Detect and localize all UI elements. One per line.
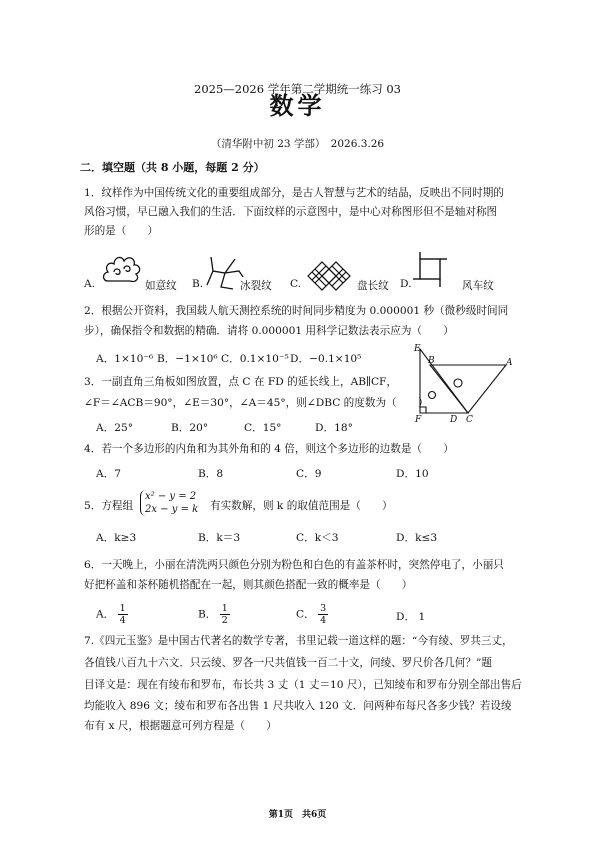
q5-option-b[interactable]: B．k＝3: [198, 532, 241, 544]
q4-option-d[interactable]: D．10: [396, 468, 429, 480]
q6-option-c[interactable]: [296, 603, 328, 626]
section-title: 二．填空题（共 8 小题，每题 2 分）: [80, 161, 265, 174]
q3-label-b: B: [428, 356, 435, 366]
q3-label-f: F: [415, 415, 422, 425]
q2-option-d[interactable]: D．−0.1×10⁵: [290, 353, 362, 365]
q6-option-a-denominator: 4: [119, 615, 126, 626]
q6-option-b-denominator: 2: [221, 615, 228, 626]
q7-line-1: 7.《四元玉鉴》是中国古代著名的数学专著，书里记载一道这样的题：“今有绫、罗共三丈，: [84, 635, 513, 647]
q5-option-c[interactable]: C．k＜3: [296, 532, 339, 544]
q6-option-a[interactable]: [96, 603, 128, 626]
ruyi-pattern-icon: [100, 247, 144, 287]
q6-option-b[interactable]: [198, 603, 230, 626]
q4-line-1: 4．若一个多边形的内角和为其外角和的 4 倍，则这个多边形的边数是（ ）: [84, 443, 454, 455]
q3-label-e: E: [414, 344, 421, 354]
q1-option-a-label: 如意纹: [145, 280, 177, 292]
q3-label-d: D: [450, 415, 458, 425]
q6-option-b-fraction: [220, 603, 230, 626]
q3-option-a[interactable]: A．25°: [96, 422, 134, 434]
q6-option-b-letter: B．: [198, 608, 217, 621]
q7-line-3: 目译文是：现在有绫布和罗布，布长共 3 丈（1 丈＝10 尺），已知绫布和罗布分别全部出售后: [84, 679, 522, 691]
q6-option-c-numerator: 3: [320, 603, 327, 614]
q5-option-a[interactable]: A．k≥3: [96, 532, 137, 544]
q1-option-c-letter[interactable]: C.: [290, 278, 302, 290]
q1-line-3: 形的是（ ）: [84, 225, 159, 237]
q1-option-b-label: 冰裂纹: [240, 280, 272, 292]
q2-line-1: 2．根据公开资料，我国载人航天测控系统的时间同步精度为 0.000001 秒（微秒级时间同: [84, 305, 509, 317]
q6-line-2: 好把杯盖和茶杯随机搭配在一起，则其颜色搭配一致的概率是（ ）: [84, 579, 413, 591]
q4-option-c[interactable]: C．9: [296, 468, 322, 480]
q2-option-b[interactable]: B．−1×10⁶: [157, 353, 218, 365]
q3-triangle-figure: [414, 343, 514, 423]
q1-option-d-letter[interactable]: D.: [400, 278, 412, 290]
q3-line-2: ∠F＝∠ACB＝90°，∠E＝30°，∠A＝45°，则∠DBC 的度数为（ ）: [84, 397, 429, 409]
q1-line-1: 1．纹样作为中国传统文化的重要组成部分，是古人智慧与艺术的结晶，反映出不同时期的: [84, 187, 504, 199]
page-footer: 第1页 共6页: [268, 810, 327, 820]
ice-crack-pattern-icon: [205, 255, 245, 291]
q2-option-a[interactable]: A．1×10⁻⁶: [96, 353, 154, 365]
q5-equation-2: 2x − y = k: [145, 504, 199, 515]
q6-option-a-numerator: 1: [119, 603, 126, 614]
q1-option-d-label: 风车纹: [462, 280, 494, 292]
q3-label-c: C: [466, 415, 473, 425]
q3-label-a: A: [506, 358, 513, 368]
q5-equation-1: x² − y = 2: [145, 491, 197, 502]
q6-option-d-letter: D．: [396, 611, 416, 623]
q7-line-2: 各值钱八百九十六文．只云绫、罗各一尺共值钱一百二十文，问绫、罗尺价各几何？”题: [84, 657, 492, 669]
q3-option-c[interactable]: C．15°: [244, 422, 282, 434]
q4-option-a[interactable]: A．7: [96, 468, 121, 480]
q3-line-1: 3．一副直角三角板如图放置，点 C 在 FD 的延长线上，AB∥CF，: [84, 376, 398, 388]
q5-equation-system: [140, 490, 198, 516]
q2-option-c[interactable]: C．0.1×10⁻⁵: [221, 353, 289, 365]
q1-line-2: 风俗习惯，早已融入我们的生活．下面纹样的示意图中，是中心对称图形但不是轴对称图: [84, 206, 498, 218]
q2-line-2: 步），确保指令和数据的精确．请将 0.000001 用科学记数法表示应为（ ）: [84, 325, 454, 337]
subject-title: 数学: [269, 92, 326, 120]
endless-knot-pattern-icon: [306, 261, 352, 291]
q4-option-b[interactable]: B．8: [198, 468, 224, 480]
q6-option-a-fraction: [118, 603, 128, 626]
q3-option-b[interactable]: B．20°: [171, 422, 209, 434]
q6-option-b-numerator: 1: [221, 603, 228, 614]
windmill-pattern-icon: [412, 251, 448, 289]
q6-option-c-denominator: 4: [320, 615, 327, 626]
q6-option-a-letter: A．: [96, 608, 115, 621]
q6-option-c-letter: C．: [296, 608, 315, 621]
q6-option-d-value: 1: [418, 611, 426, 623]
q6-option-d[interactable]: [396, 609, 425, 624]
q5-option-d[interactable]: D．k≤3: [396, 532, 438, 544]
q1-option-b-letter[interactable]: B.: [192, 278, 204, 290]
q1-option-a-letter[interactable]: A.: [84, 278, 96, 290]
q5-suffix: 有实数解，则 k 的取值范围是（ ）: [210, 500, 393, 512]
q6-option-c-fraction: [318, 603, 328, 626]
q7-line-4: 均能收入 896 文；绫布和罗布各出售 1 尺共收入 120 文．问两种布每尺各多少钱？若设绫: [84, 700, 512, 712]
q1-option-c-label: 盘长纹: [357, 280, 389, 292]
q3-option-d[interactable]: D．18°: [315, 422, 353, 434]
q7-line-5: 布有 x 尺，根据题意可列方程是（ ）: [84, 720, 277, 732]
q5-prefix: 5．方程组: [84, 500, 134, 512]
school-date: （清华附中初 23 学部） 2026.3.26: [210, 138, 385, 150]
exam-title: 2025—2026 学年第二学期统一练习 03: [194, 82, 401, 96]
q6-line-1: 6．一天晚上，小丽在清洗两只颜色分别为粉色和白色的有盖茶杯时，突然停电了，小丽只: [84, 559, 504, 571]
